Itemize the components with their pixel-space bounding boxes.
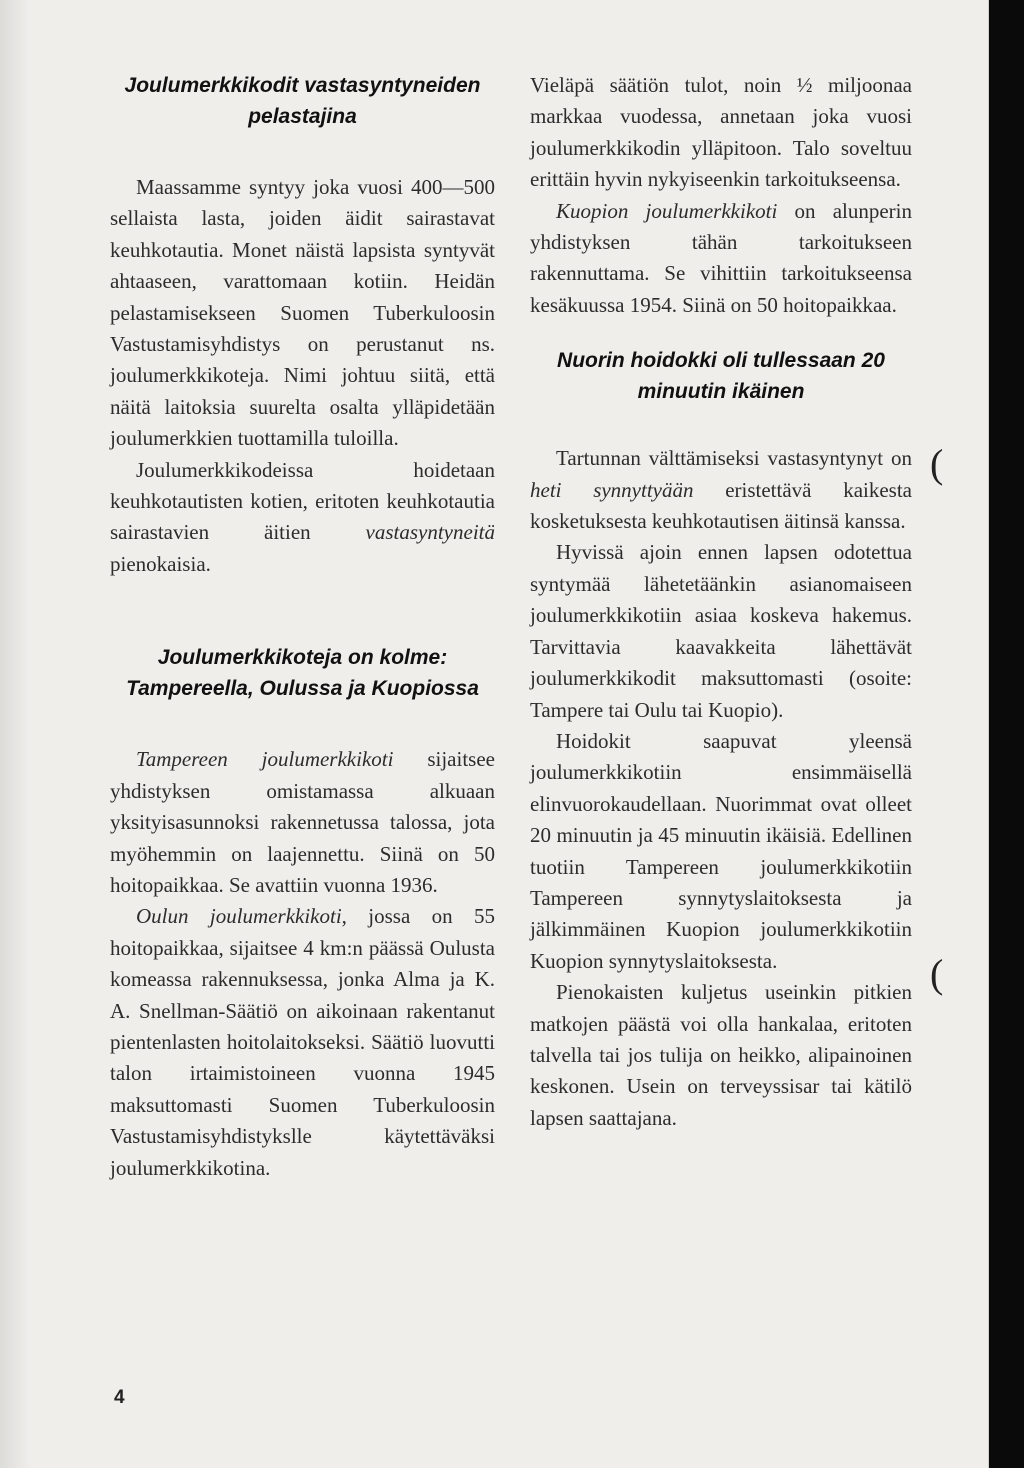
italic-term: vastasyntyneitä xyxy=(365,520,495,545)
paragraph-arrival: Hoidokit saapuvat yleensä joulumerkkikotiin ensimmäisellä elinvuorokaudellaan. Nuorimmat ovat olleet 20 minuutin ja 45 minuutin ikäisiä. Edellinen tuotiin Tampereen joulumerkkikotiin Tampereen synnytyslaitoksesta ja jälkimmäinen Kuopion joulumerkkikotiin Kuopion synnytyslaitoksesta. xyxy=(530,728,912,973)
page-number: 4 xyxy=(114,1387,125,1408)
left-column xyxy=(110,70,495,1184)
margin-mark: ( xyxy=(930,951,944,996)
italic-term: heti synnyttyään xyxy=(530,477,694,502)
paragraph-intro: Maassamme syntyy joka vuosi 400—500 sellaista lasta, joiden äidit sairastavat keuhkotautia. Monet näistä lapsista syntyvät ahtaaseen, varattomaan kotiin. Heidän pelastamisekseen Suomen Tuberkuloosin Vastustamisyhdistys on perustanut ns. joulumerkkikoteja. Nimi johtuu siitä, että näitä laitoksia suurelta osalta ylläpidetään joulumerkkien tuottamilla tuloilla. xyxy=(110,175,495,451)
page-gutter-shadow xyxy=(0,0,30,1468)
heading-joulumerkkikodit: Joulumerkkikodit vastasyntyneiden pelastajina xyxy=(124,74,481,128)
right-column xyxy=(530,70,912,1134)
heading-three-homes: Joulumerkkikoteja on kolme: Tampereella, Oulussa ja Kuopiossa xyxy=(126,646,479,701)
italic-term: Tampereen joulumerkkikoti xyxy=(136,747,394,772)
paragraph-application: Hyvissä ajoin ennen lapsen odotettua syntymää lähetetäänkin asianomaiseen joulumerkkikotiin asiaa koskeva hakemus. Tarvittavia kaavakkeita lähettävät joulumerkkikodit maksuttomasti (osoite: Tampere tai Oulu tai Kuopio). xyxy=(530,540,912,722)
paragraph-tampere: Tampereen joulumerkkikoti sijaitsee yhdistyksen omistamassa alkuaan yksityisasunnoksi rakennetussa talossa, jota myöhemmin on laajennettu. Siinä on 50 hoitopaikkaa. Se avattiin vuonna 1936. xyxy=(110,747,495,897)
paragraph-care: Joulumerkkikodeissa hoidetaan keuhkotautisten kotien, eritoten keuhkotautia sairastavien äitien vastasyntyneitä pienokaisia. xyxy=(110,457,495,576)
margin-mark: ( xyxy=(930,441,944,486)
paragraph-kuopio: Kuopion joulumerkkikoti on alunperin yhdistyksen tähän tarkoitukseen rakennuttama. Se vihittiin tarkoitukseensa kesäkuussa 1954. Siinä on 50 hoitopaikkaa. xyxy=(530,198,912,317)
paragraph-foundation-income: Vieläpä säätiön tulot, noin ½ miljoonaa markkaa vuodessa, annetaan joka vuosi joulumerkkikodin ylläpitoon. Talo soveltuu erittäin hyvin nykyiseenkin tarkoitukseensa. xyxy=(530,73,912,192)
italic-term: Oulun joulumerkkikoti xyxy=(136,904,342,929)
paragraph-transport: Pienokaisten kuljetus useinkin pitkien matkojen päästä voi olla hankalaa, eritoten talvella tai jos tulija on heikko, alipainoinen keskonen. Usein on terveyssisar tai kätilö lapsen saattajana. xyxy=(530,980,912,1130)
heading-youngest: Nuorin hoidokki oli tullessaan 20 minuutin ikäinen xyxy=(557,349,885,404)
italic-term: Kuopion joulumerkkikoti xyxy=(556,198,778,223)
paragraph-isolation: Tartunnan välttämiseksi vastasyntynyt on heti synnyttyään eristettävä kaikesta kosketuksesta keuhkotautisen äitinsä kanssa. xyxy=(530,446,912,534)
paragraph-oulu: Oulun joulumerkkikoti, jossa on 55 hoitopaikkaa, sijaitsee 4 km:n päässä Oulusta komeassa rakennuksessa, jonka Alma ja K. A. Snellman-Säätiö on aikoinaan rakentanut pientenlasten hoitolaitokseksi. Säätiö luovutti talon irtaimistoineen vuonna 1945 maksuttomasti Suomen Tuberkuloosin Vastustamisyhdistykslle käytettäväksi joulumerkkikotina. xyxy=(110,904,496,1180)
